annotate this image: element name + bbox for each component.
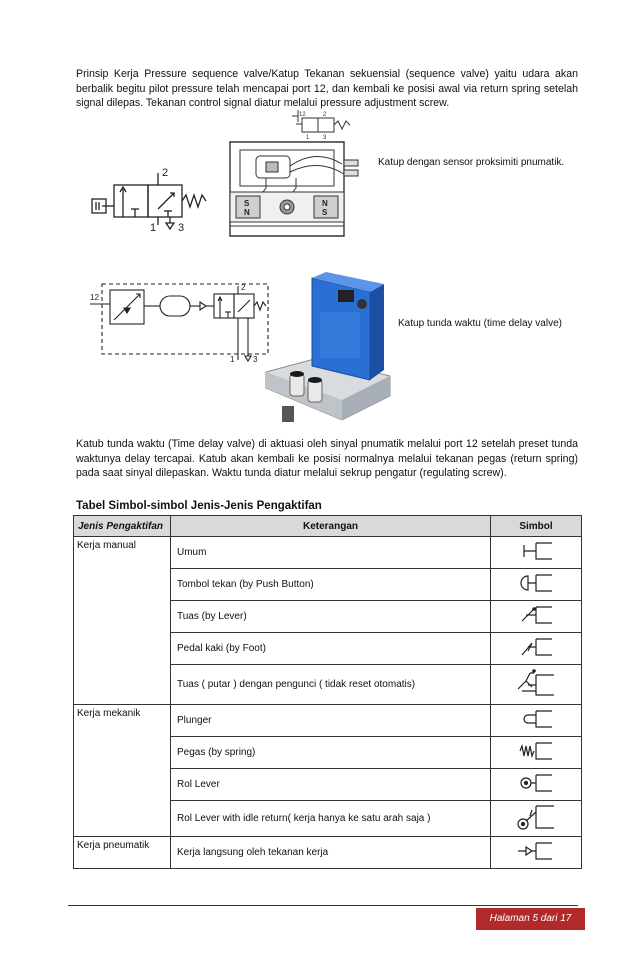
header-jenis: Jenis Pengaktifan — [74, 516, 171, 537]
actuation-table — [73, 515, 582, 869]
table-row — [74, 837, 582, 869]
magnet-right-top: N — [322, 199, 328, 208]
pneumatic-pilot-icon — [516, 839, 556, 863]
delay-port-12: 12 — [90, 293, 99, 302]
table-row — [74, 537, 582, 569]
table-row — [74, 705, 582, 737]
desc-plunger: Plunger — [171, 705, 491, 737]
page-number-badge: Halaman 5 dari 17 — [476, 908, 585, 930]
spring-icon — [516, 739, 556, 763]
push-button-icon — [516, 571, 556, 595]
header-keterangan: Keterangan — [171, 516, 491, 537]
port-3-label: 3 — [178, 222, 185, 234]
desc-roller-lever: Rol Lever — [171, 769, 491, 801]
small-port-1: 1 — [306, 135, 310, 141]
time-delay-valve-symbol — [88, 276, 273, 366]
delay-port-3: 3 — [253, 355, 258, 364]
lever-icon — [516, 603, 556, 627]
magnet-left-bottom: N — [244, 208, 250, 217]
sequence-valve-symbol — [88, 165, 213, 235]
category-pneumatic: Kerja pneumatik — [74, 837, 171, 869]
small-port-2: 2 — [323, 112, 327, 118]
desc-roller-idle: Rol Lever with idle return( kerja hanya ke satu arah saja ) — [171, 801, 491, 837]
delay-port-2: 2 — [241, 283, 246, 292]
table-header-row — [74, 516, 582, 537]
magnet-right-bottom: S — [322, 208, 328, 217]
small-port-3: 3 — [323, 135, 327, 141]
category-mechanical: Kerja mekanik — [74, 705, 171, 837]
magnet-left-top: S — [244, 199, 250, 208]
desc-direct-pressure: Kerja langsung oleh tekanan kerja — [171, 837, 491, 869]
figure-2-caption: Katup tunda waktu (time delay valve) — [398, 318, 562, 329]
desc-push-button: Tombol tekan (by Push Button) — [171, 569, 491, 601]
desc-rotary-lever: Tuas ( putar ) dengan pengunci ( tidak reset otomatis) — [171, 665, 491, 705]
table-title: Tabel Simbol-simbol Jenis-Jenis Pengaktifan — [76, 500, 322, 512]
roller-lever-icon — [516, 771, 556, 795]
small-port-12: 12 — [299, 112, 306, 118]
desc-lever: Tuas (by Lever) — [171, 601, 491, 633]
idle-roller-icon — [514, 802, 558, 832]
footer-divider — [68, 905, 578, 906]
time-delay-valve-photo — [262, 272, 394, 434]
plunger-icon — [516, 707, 556, 731]
proximity-sensor-drawing — [226, 108, 374, 242]
port-2-label: 2 — [162, 167, 169, 179]
category-manual: Kerja manual — [74, 537, 171, 705]
port-1-label: 1 — [150, 222, 157, 234]
desc-umum: Umum — [171, 537, 491, 569]
foot-pedal-icon — [516, 635, 556, 659]
time-delay-paragraph: Katub tunda waktu (Time delay valve) di aktuasi oleh sinyal pnumatik melalui port 12 setelah preset tunda waktunya delay tercapai. Katub akan kembali ke posisi normalnya melalui tekanan pegas (return spring) pada saat sinyal dilepaskan. Waktu tunda diatur melalui sekrup pengatur (regulating screw). — [76, 438, 578, 479]
delay-port-1: 1 — [230, 355, 235, 364]
figure-1-caption: Katup dengan sensor proksimiti pnumatik. — [378, 157, 565, 168]
intro-paragraph: Prinsip Kerja Pressure sequence valve/Katup Tekanan sekuensial (sequence valve) yaitu udara akan berbalik begitu pilot pressure telah mencapai port 12, dan kembali ke posisi awal via return spring setelah signal dilepas. Tekanan control signal diatur melalui pressure adjustment screw. — [76, 68, 578, 109]
desc-foot: Pedal kaki (by Foot) — [171, 633, 491, 665]
general-manual-icon — [516, 539, 556, 563]
desc-spring: Pegas (by spring) — [171, 737, 491, 769]
rotary-lock-icon — [514, 667, 558, 699]
header-simbol: Simbol — [491, 516, 582, 537]
